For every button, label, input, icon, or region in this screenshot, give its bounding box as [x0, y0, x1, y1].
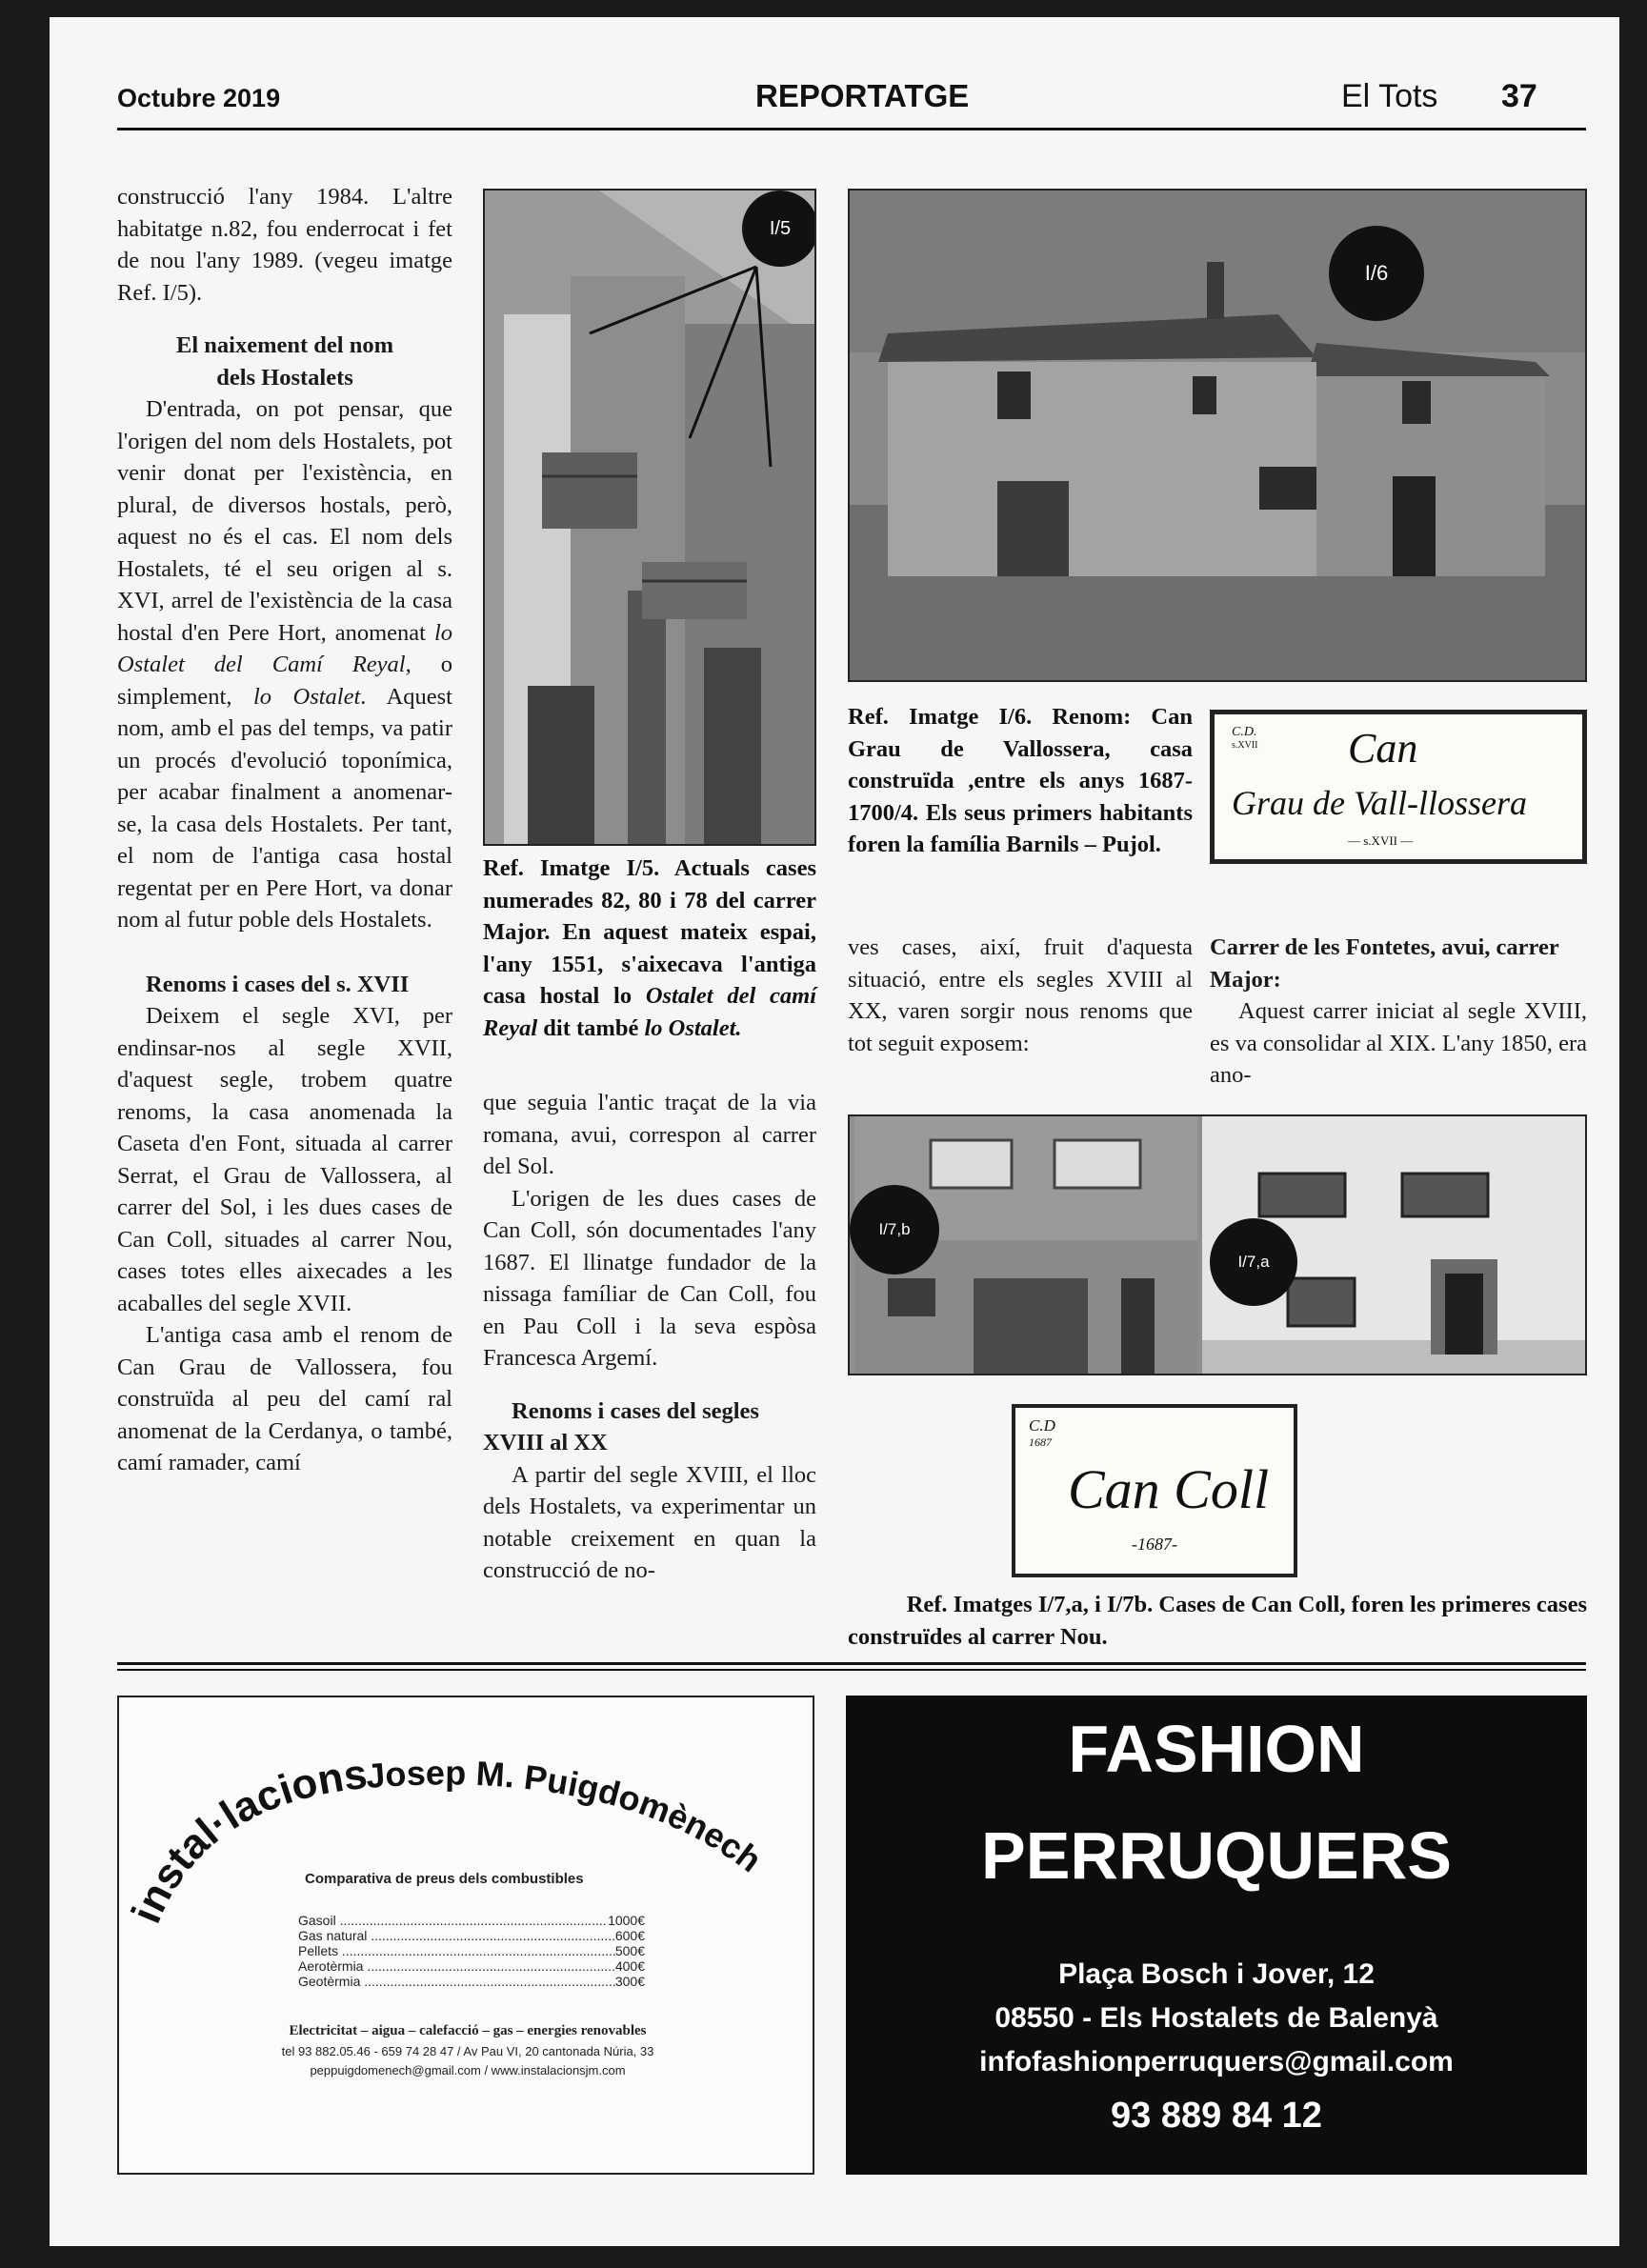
- sign-can-coll: [1012, 1404, 1297, 1577]
- ad-address-2: 08550 - Els Hostalets de Balenyà: [994, 2002, 1438, 2034]
- header-rule: [117, 128, 1586, 130]
- ad-email[interactable]: infofashionperruquers@gmail.com: [979, 2046, 1454, 2077]
- issue-date: Octubre 2019: [117, 84, 281, 112]
- sign-cd: C.D: [1029, 1416, 1055, 1435]
- photo-badge: I/7,b: [850, 1185, 939, 1274]
- sign-can-grau: [1210, 710, 1587, 864]
- text-run: , o simplement,: [117, 652, 452, 710]
- magazine-page: [50, 17, 1619, 2246]
- subheading: Renoms i cases del segles XVIII al XX: [483, 1397, 759, 1455]
- italic-text: lo Ostalet: [252, 683, 361, 710]
- ad-services: Electricitat – aigua – calefacció – gas – energies renovables: [289, 2023, 647, 2038]
- ad-arc-left: instal·lacions: [122, 1750, 370, 1926]
- sign-name: Can Coll: [1068, 1458, 1270, 1520]
- price-row: [298, 1928, 645, 1943]
- ad-contact: tel 93 882.05.46 - 659 74 28 47 / Av Pau VI, 20 cantonada Núria, 33: [281, 2044, 654, 2058]
- subheading-line: El naixement del nom: [176, 332, 393, 358]
- ad-phone[interactable]: 93 889 84 12: [1111, 2096, 1322, 2136]
- ad-title-line-2: PERRUQUERS: [981, 1818, 1452, 1893]
- ad-arc-right: Josep M. Puigdomènech: [364, 1753, 770, 1880]
- price-value: 600€: [614, 1928, 645, 1943]
- price-row: [298, 1958, 645, 1974]
- paragraph: construcció l'any 1984. L'altre habitatge n.82, fou enderrocat i fet de nou l'any 1989. (vegeu imatge Ref. I/5).: [117, 184, 452, 306]
- svg-text:instal·lacions: [123, 1751, 370, 1926]
- house-illustration: [850, 191, 1587, 682]
- price-value: 1000€: [608, 1913, 645, 1928]
- building-illustration: [485, 191, 816, 846]
- sign-year-small: 1687: [1029, 1435, 1052, 1449]
- svg-text:Josep M. Puigdomènech: [365, 1753, 770, 1879]
- subheading: Renoms i cases del s. XVII: [146, 971, 410, 997]
- paragraph: L'origen de les dues cases de Can Coll, són documentades l'any 1687. El llinatge fundador de la nissaga famíliar de Can Coll, fou en Pau Coll i la seva espòsa Francesca Argemí.: [483, 1185, 816, 1371]
- caption-text: dit també: [537, 1014, 645, 1041]
- sign-century: s.XVII: [1232, 740, 1258, 751]
- photo-i6: [848, 189, 1587, 682]
- sign-line-2: Grau de Vall-llossera: [1232, 784, 1527, 822]
- sign-cd: C.D.: [1232, 725, 1257, 739]
- price-label: Aerotèrmia .....: [298, 1958, 615, 1974]
- text-run: . Aquest nom, amb el pas del temps, va patir un procés d'evolució toponímica, per acabar finalment a anomenar-se, la casa dels Hostalets. Per tant, el nom de l'antiga casa hostal regentat per en Pere Hort, va donar nom al futur poble dels Hostalets.: [117, 683, 452, 933]
- ad-arc-title: [119, 1697, 816, 1926]
- paragraph: A partir del segle XVIII, el lloc dels Hostalets, va experimentar un notable creixement en quan la construcció de no-: [483, 1461, 816, 1583]
- section-rule: [117, 1662, 1586, 1665]
- column-3-left: [848, 932, 1193, 1059]
- price-row: [298, 1913, 645, 1928]
- paragraph: [117, 393, 452, 936]
- price-label: Gasoil .....: [298, 1913, 608, 1928]
- section-rule: [117, 1669, 1586, 1671]
- photo-i7: [848, 1114, 1587, 1375]
- price-list: [298, 1913, 645, 1989]
- page-number: 37: [1501, 78, 1537, 114]
- ad-address-1: Plaça Bosch i Jover, 12: [1058, 1958, 1375, 1990]
- sign-line-1: Can: [1348, 725, 1418, 772]
- italic-text: lo Ostalet.: [644, 1014, 742, 1041]
- price-label: Gas natural .....: [298, 1928, 615, 1943]
- paragraph: L'antiga casa amb el renom de Can Grau de Vallossera, fou construïda al peu del camí ral anomenat de la Cerdanya, o també, camí ramader, camí: [117, 1322, 452, 1475]
- section-title: REPORTATGE: [755, 78, 970, 113]
- ad-title-line-1: FASHION: [1068, 1712, 1365, 1786]
- ad-fashion-perruquers: [846, 1696, 1587, 2175]
- paragraph: Deixem el segle XVI, per endinsar-nos al segle XVII, d'aquest segle, trobem quatre renoms, la casa anomenada la Caseta d'en Font, situada al carrer Serrat, el Grau de Vallossera, al carrer del Sol, i les dues cases de Can Coll, situades al carrer Nou, cases totes elles aixecades a les acaballes del segle XVII.: [117, 1003, 452, 1316]
- sign-footer: — s.XVII —: [1348, 833, 1414, 848]
- sign-year: -1687-: [1132, 1535, 1177, 1554]
- ad-web: peppuigdomenech@gmail.com / www.instalacionsjm.com: [310, 2063, 626, 2077]
- column-2: [483, 1087, 816, 1587]
- photo-caption: Ref. Imatge I/6. Renom: Can Grau de Vallossera, casa construïda ,entre els anys 1687-1700/4. Els seus primers habitants foren la família Barnils – Pujol.: [848, 704, 1193, 857]
- paragraph: que seguia l'antic traçat de la via romana, avui, correspon al carrer del Sol.: [483, 1090, 816, 1179]
- photo-i5: [483, 189, 816, 846]
- ad-subtitle: Comparativa de preus dels combustibles: [305, 1871, 584, 1887]
- caption-text: Ref. Imatge I/5. Actuals cases numerades 82, 80 i 78 del carrer Major. En aquest mateix espai, l'any 1551, s'aixecava l'antiga casa hostal lo: [483, 855, 816, 1009]
- paragraph: ves cases, així, fruit d'aquesta situació, entre els segles XVIII al XX, varen sorgir nous renoms que tot seguit exposem:: [848, 934, 1193, 1056]
- photo-caption: Ref. Imatges I/7,a, i I/7b. Cases de Can Coll, foren les primeres cases construïdes al carrer Nou.: [848, 1592, 1587, 1650]
- publication-name: El Tots: [1341, 78, 1438, 114]
- price-row: [298, 1943, 645, 1958]
- photo-badge: I/6: [1329, 226, 1424, 321]
- price-value: 500€: [614, 1943, 645, 1958]
- photo-caption: [483, 853, 816, 1044]
- price-value: 300€: [614, 1974, 645, 1989]
- subheading: [117, 330, 452, 393]
- paragraph: Aquest carrer iniciat al segle XVIII, es va consolidar al XIX. L'any 1850, era ano-: [1210, 998, 1587, 1088]
- subheading: Carrer de les Fontetes, avui, carrer Major:: [1210, 934, 1559, 993]
- price-value: 400€: [614, 1958, 645, 1974]
- text-run: D'entrada, on pot pensar, que l'origen del nom dels Hostalets, pot venir donat per l'existència, en plural, de diversos hostals, però, aquest no és el cas. El nom dels Hostalets, té el seu origen al s. XVI, arrel de l'existència de la casa hostal d'en Pere Hort, anomenat: [117, 396, 452, 646]
- italic-text: Ostalet del camí Reyal: [483, 983, 817, 1041]
- ad-installacions: [117, 1696, 814, 2175]
- italic-text: lo Ostalet del Camí Reyal: [117, 619, 452, 677]
- photo-badge: I/7,a: [1210, 1218, 1297, 1306]
- subheading-line: dels Hostalets: [216, 364, 353, 391]
- column-3-right: [1210, 932, 1587, 1092]
- photo-badge: I/5: [742, 191, 816, 267]
- price-label: Geotèrmia .....: [298, 1974, 615, 1989]
- column-1: [117, 181, 452, 1479]
- price-row: [298, 1974, 645, 1989]
- price-label: Pellets .....: [298, 1943, 615, 1958]
